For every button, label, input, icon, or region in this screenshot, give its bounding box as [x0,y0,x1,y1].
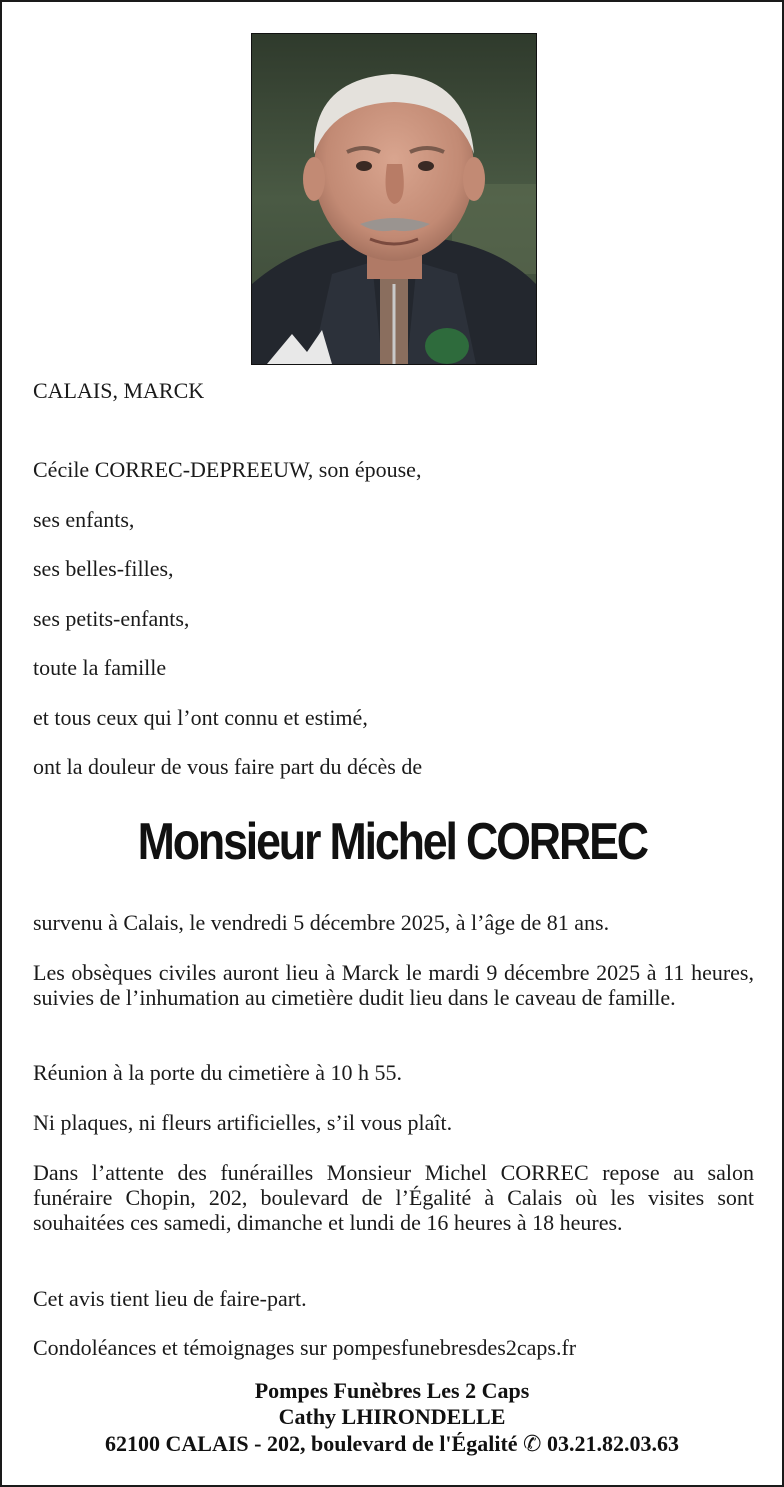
visitation-details: Dans l’attente des funérailles Monsieur Michel CORREC repose au salon funéraire Chopin, 202, boulevard de l’Égalité à Calais où les visites sont souhaitées ces samedi, dimanche et lundi de 16 heures à 18 heures. [33,1160,754,1235]
family-line-spouse: Cécile CORREC-DEPREEUW, son épouse, [33,457,422,482]
deceased-name: Monsieur Michel CORREC [137,813,647,871]
funeral-details: Les obsèques civiles auront lieu à Marck le mardi 9 décembre 2025 à 11 heures, suivies de l’inhumation au cimetière dudit lieu dans le caveau de famille. [33,960,754,1010]
funeral-home-address: 62100 CALAIS - 202, boulevard de l'Égalité [105,1431,518,1456]
family-line-whole-family: toute la famille [33,655,167,680]
family-line-children: ses enfants, [33,507,135,532]
funeral-home-phone: 03.21.82.03.63 [546,1431,679,1456]
notice-statement: Cet avis tient lieu de faire-part. [33,1286,307,1311]
condolences-line: Condoléances et témoignages sur pompesfunebresdes2caps.fr [33,1335,577,1360]
funeral-director: Cathy LHIRONDELLE [278,1404,506,1429]
death-details: survenu à Calais, le vendredi 5 décembre 2025, à l’âge de 81 ans. [33,910,610,935]
phone-icon: ✆ [523,1431,542,1456]
locality: CALAIS, MARCK [33,378,205,403]
meeting-details: Réunion à la porte du cimetière à 10 h 55. [33,1060,402,1085]
family-line-grandchildren: ses petits-enfants, [33,606,190,631]
flowers-request: Ni plaques, ni fleurs artificielles, s’il vous plaît. [33,1110,453,1135]
family-line-announcement: ont la douleur de vous faire part du décès de [33,754,423,779]
funeral-home-contact [2,1431,782,1456]
portrait-photo [251,33,537,365]
funeral-home-name: Pompes Funèbres Les 2 Caps [254,1378,530,1403]
family-line-daughters-in-law: ses belles-filles, [33,556,174,581]
family-line-acquaintances: et tous ceux qui l’ont connu et estimé, [33,705,368,730]
